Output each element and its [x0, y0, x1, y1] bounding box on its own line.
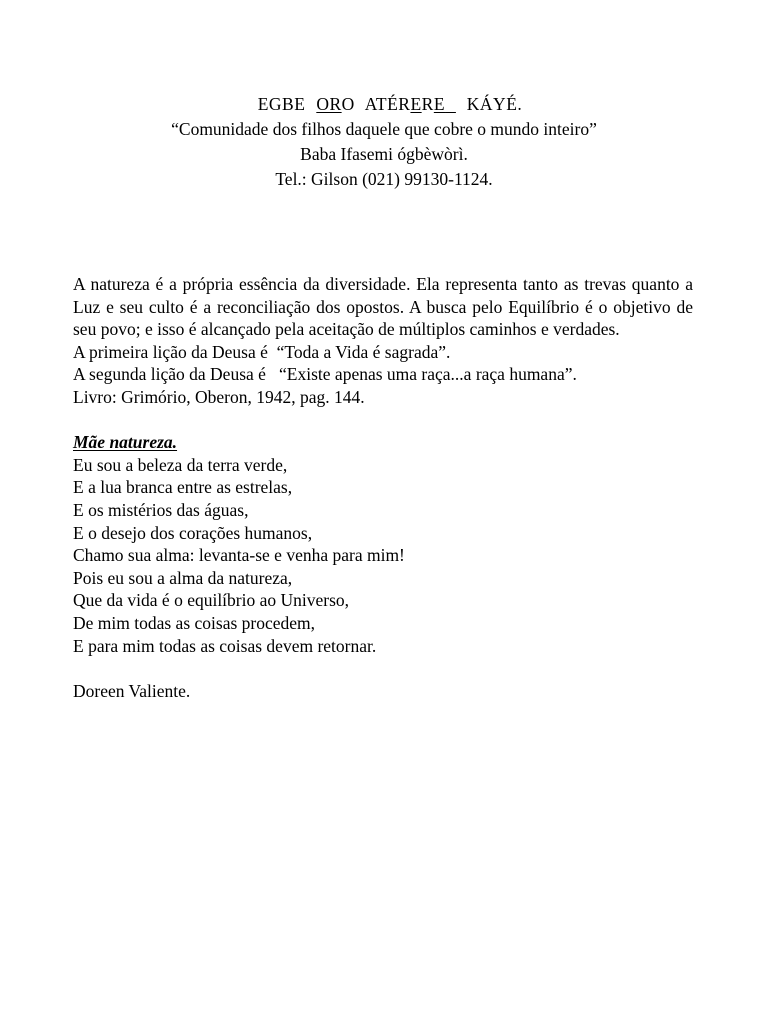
poem-line: Chamo sua alma: levanta-se e venha para mim!	[73, 545, 405, 566]
title-word-oro	[316, 94, 354, 114]
book-reference: Livro: Grimório, Oberon, 1942, pag. 144.	[73, 386, 365, 407]
poem-line: De mim todas as coisas procedem,	[73, 612, 316, 633]
title-aterere-d: E	[433, 94, 446, 114]
community-title	[12, 92, 768, 117]
title-aterere-a: ATÉR	[364, 94, 411, 114]
poem-line: E para mim todas as coisas devem retornar.	[73, 635, 377, 656]
title-word-kaye: KÁYÉ.	[466, 94, 523, 114]
poem-line: E o desejo dos corações humanos,	[73, 522, 313, 543]
title-word-egbe: EGBE	[257, 94, 306, 114]
title-aterere-c: R	[421, 94, 434, 114]
community-subtitle: “Comunidade dos filhos daquele que cobre o mundo inteiro”	[171, 119, 597, 139]
poem-title: Mãe natureza.	[73, 432, 178, 453]
poem-line: E os mistérios das águas,	[73, 499, 249, 520]
document-body	[73, 273, 693, 702]
poem-line: E a lua branca entre as estrelas,	[73, 477, 293, 498]
intro-paragraph: A natureza é a própria essência da diversidade. Ela representa tanto as trevas quanto a Luz e seu culto é a reconciliação dos opostos. A busca pelo Equilíbrio é o objetivo de seu povo; e isso é alcançado pela aceitação de múltiplos caminhos e verdades.	[73, 274, 693, 340]
spacer	[73, 409, 693, 432]
poem-line: Que da vida é o equilíbrio ao Universo,	[73, 590, 350, 611]
poem-line: Pois eu sou a alma da natureza,	[73, 567, 293, 588]
title-word-aterere	[365, 94, 456, 114]
poem-line: Eu sou a beleza da terra verde,	[73, 454, 288, 475]
document-header	[0, 92, 768, 192]
title-oro-rest: O	[341, 94, 355, 114]
poem-author: Doreen Valiente.	[73, 680, 191, 701]
title-oro-underlined: OR	[316, 94, 342, 114]
community-leader: Baba Ifasemi ógbèwòrì.	[300, 144, 468, 164]
second-lesson: A segunda lição da Deusa é “Existe apenas uma raça...a raça humana”.	[73, 364, 577, 385]
title-underline-gap	[445, 94, 456, 114]
title-aterere-b: E	[410, 94, 422, 114]
spacer	[73, 657, 693, 680]
contact-phone: Tel.: Gilson (021) 99130-1124.	[275, 169, 493, 189]
first-lesson: A primeira lição da Deusa é “Toda a Vida é sagrada”.	[73, 341, 451, 362]
